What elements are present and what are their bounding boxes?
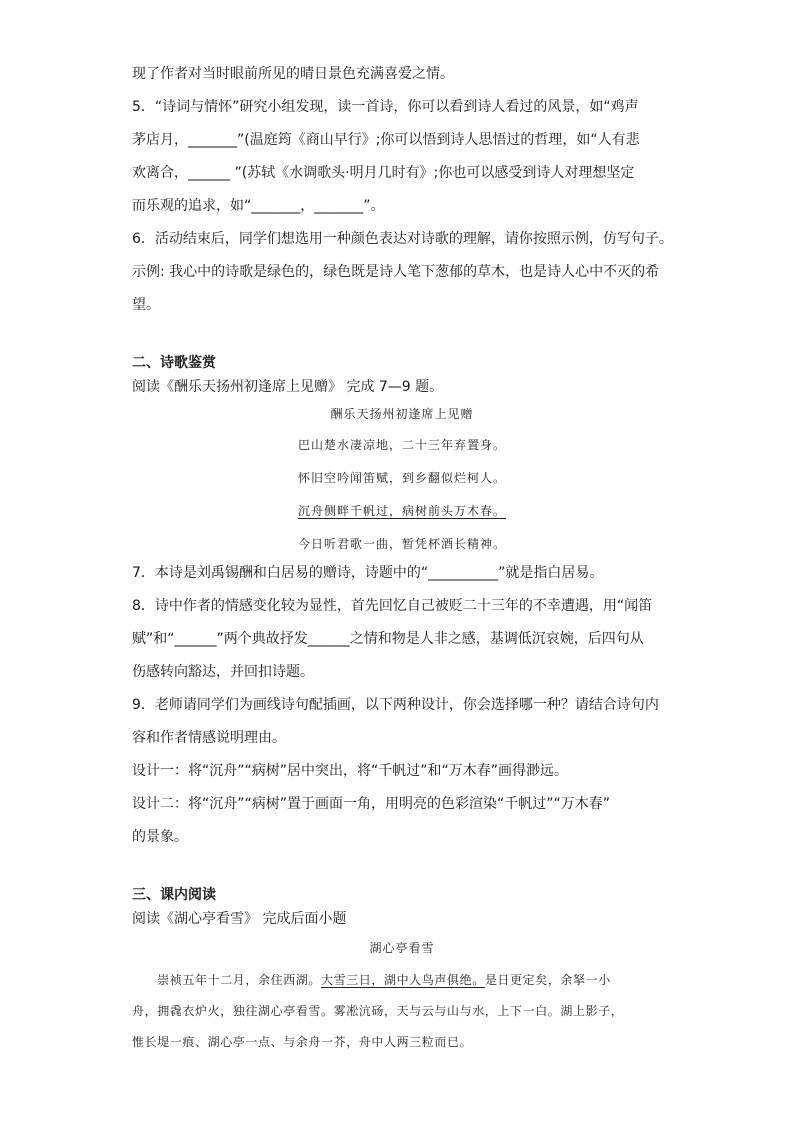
poem-line-underlined (132, 495, 672, 528)
poem-line: 巴山楚水凄凉地，二十三年弃置身。 (297, 438, 506, 452)
prose-line: 舟，拥毳衣炉火，独往湖心亭看雪。雾凇沆砀，天与云与山与水，上下一白。湖上影子， (132, 1004, 624, 1018)
q4-tail: 现了作者对当时眼前所见的晴日景色充满喜爱之情。 (132, 66, 454, 82)
question-9 (132, 693, 672, 849)
q8-line: 赋”和“______”两个典故抒发______之情和物是人非之感，基调低沉哀婉，后四句从 (132, 631, 644, 647)
q5-line: 5．“诗词与情怀”研究小组发现，读一首诗，你可以看到诗人看过的风景，如“鸡声 (132, 99, 639, 115)
q9-line: 设计二：将“沉舟”“病树”置于画面一角，用明亮的色彩渲染“千帆过”“万木春” (132, 796, 611, 812)
poem-line: 今日听君歌一曲，暂凭杯酒长精神。 (297, 537, 506, 551)
prose-segment: 崇祯五年十二月，余住西湖。 (157, 973, 322, 987)
section-2-heading: 二、诗歌鉴赏 (132, 355, 216, 371)
q6-line: 示例: 我心中的诗歌是绿色的，绿色既是诗人笔下葱郁的草木，也是诗人心中不灭的希 (132, 264, 660, 280)
q5-line: 而乐观的追求，如“_______，_______”。 (132, 198, 385, 214)
question-6 (132, 227, 672, 317)
q9-line: 设计一：将“沉舟”“病树”居中突出，将“千帆过”和“万木春”画得渺远。 (132, 763, 569, 779)
document-page (132, 62, 672, 1058)
prose-segment: 是日更定矣，余拏一小 (484, 973, 611, 987)
q6-line: 6．活动结束后，同学们想选用一种颜色表达对诗歌的理解，请你按照示例，仿写句子。 (132, 231, 673, 247)
q5-line: 茅店月，_______”(温庭筠《商山早行》;你可以悟到诗人思悟过的哲理，如“人有悲 (132, 132, 640, 148)
text-title: 湖心亭看雪 (369, 941, 435, 955)
q9-line: 容和作者情感说明理由。 (132, 730, 286, 746)
q6-line: 望。 (132, 297, 160, 313)
q8-line: 8．诗中作者的情感变化较为显性，首先回忆自己被贬二十三年的不幸遭遇，用“闻笛 (132, 598, 653, 614)
question-5 (132, 95, 672, 218)
underlined-verse: 沉舟侧畔千帆过，病树前头万木春。 (297, 504, 506, 518)
poem-title: 酬乐天扬州初逢席上见赠 (330, 407, 474, 421)
question-7: 7．本诗是刘禹锡酬和白居易的赠诗，诗题中的“__________”就是指白居易。 (132, 565, 604, 581)
q9-line: 的景象。 (132, 829, 188, 845)
poem-line: 怀旧空吟闻笛赋，到乡翻似烂柯人。 (297, 471, 506, 485)
section-2-instruction: 阅读《酬乐天扬州初逢席上见赠》 完成 7—9 题。 (132, 379, 444, 395)
prose-line: 惟长堤一痕、湖心亭一点、与余舟一芥，舟中人两三粒而已。 (132, 1035, 473, 1049)
question-8 (132, 594, 672, 684)
section-3-heading: 三、课内阅读 (132, 887, 216, 903)
q9-line: 9．老师请同学们为画线诗句配插画，以下两种设计，你会选择哪一种？请结合诗句内 (132, 697, 659, 713)
q8-line: 伤感转向豁达，并回扣诗题。 (132, 664, 314, 680)
q5-line: 欢离合，______ ”(苏轼《水调歌头·明月几时有》;你也可以感受到诗人对理想坚定 (132, 165, 635, 181)
section-3-instruction: 阅读《湖心亭看雪》 完成后面小题 (132, 911, 347, 927)
underlined-sentence: 大雪三日，湖中人鸟声俱绝。 (321, 973, 485, 987)
prose-line (132, 965, 672, 996)
